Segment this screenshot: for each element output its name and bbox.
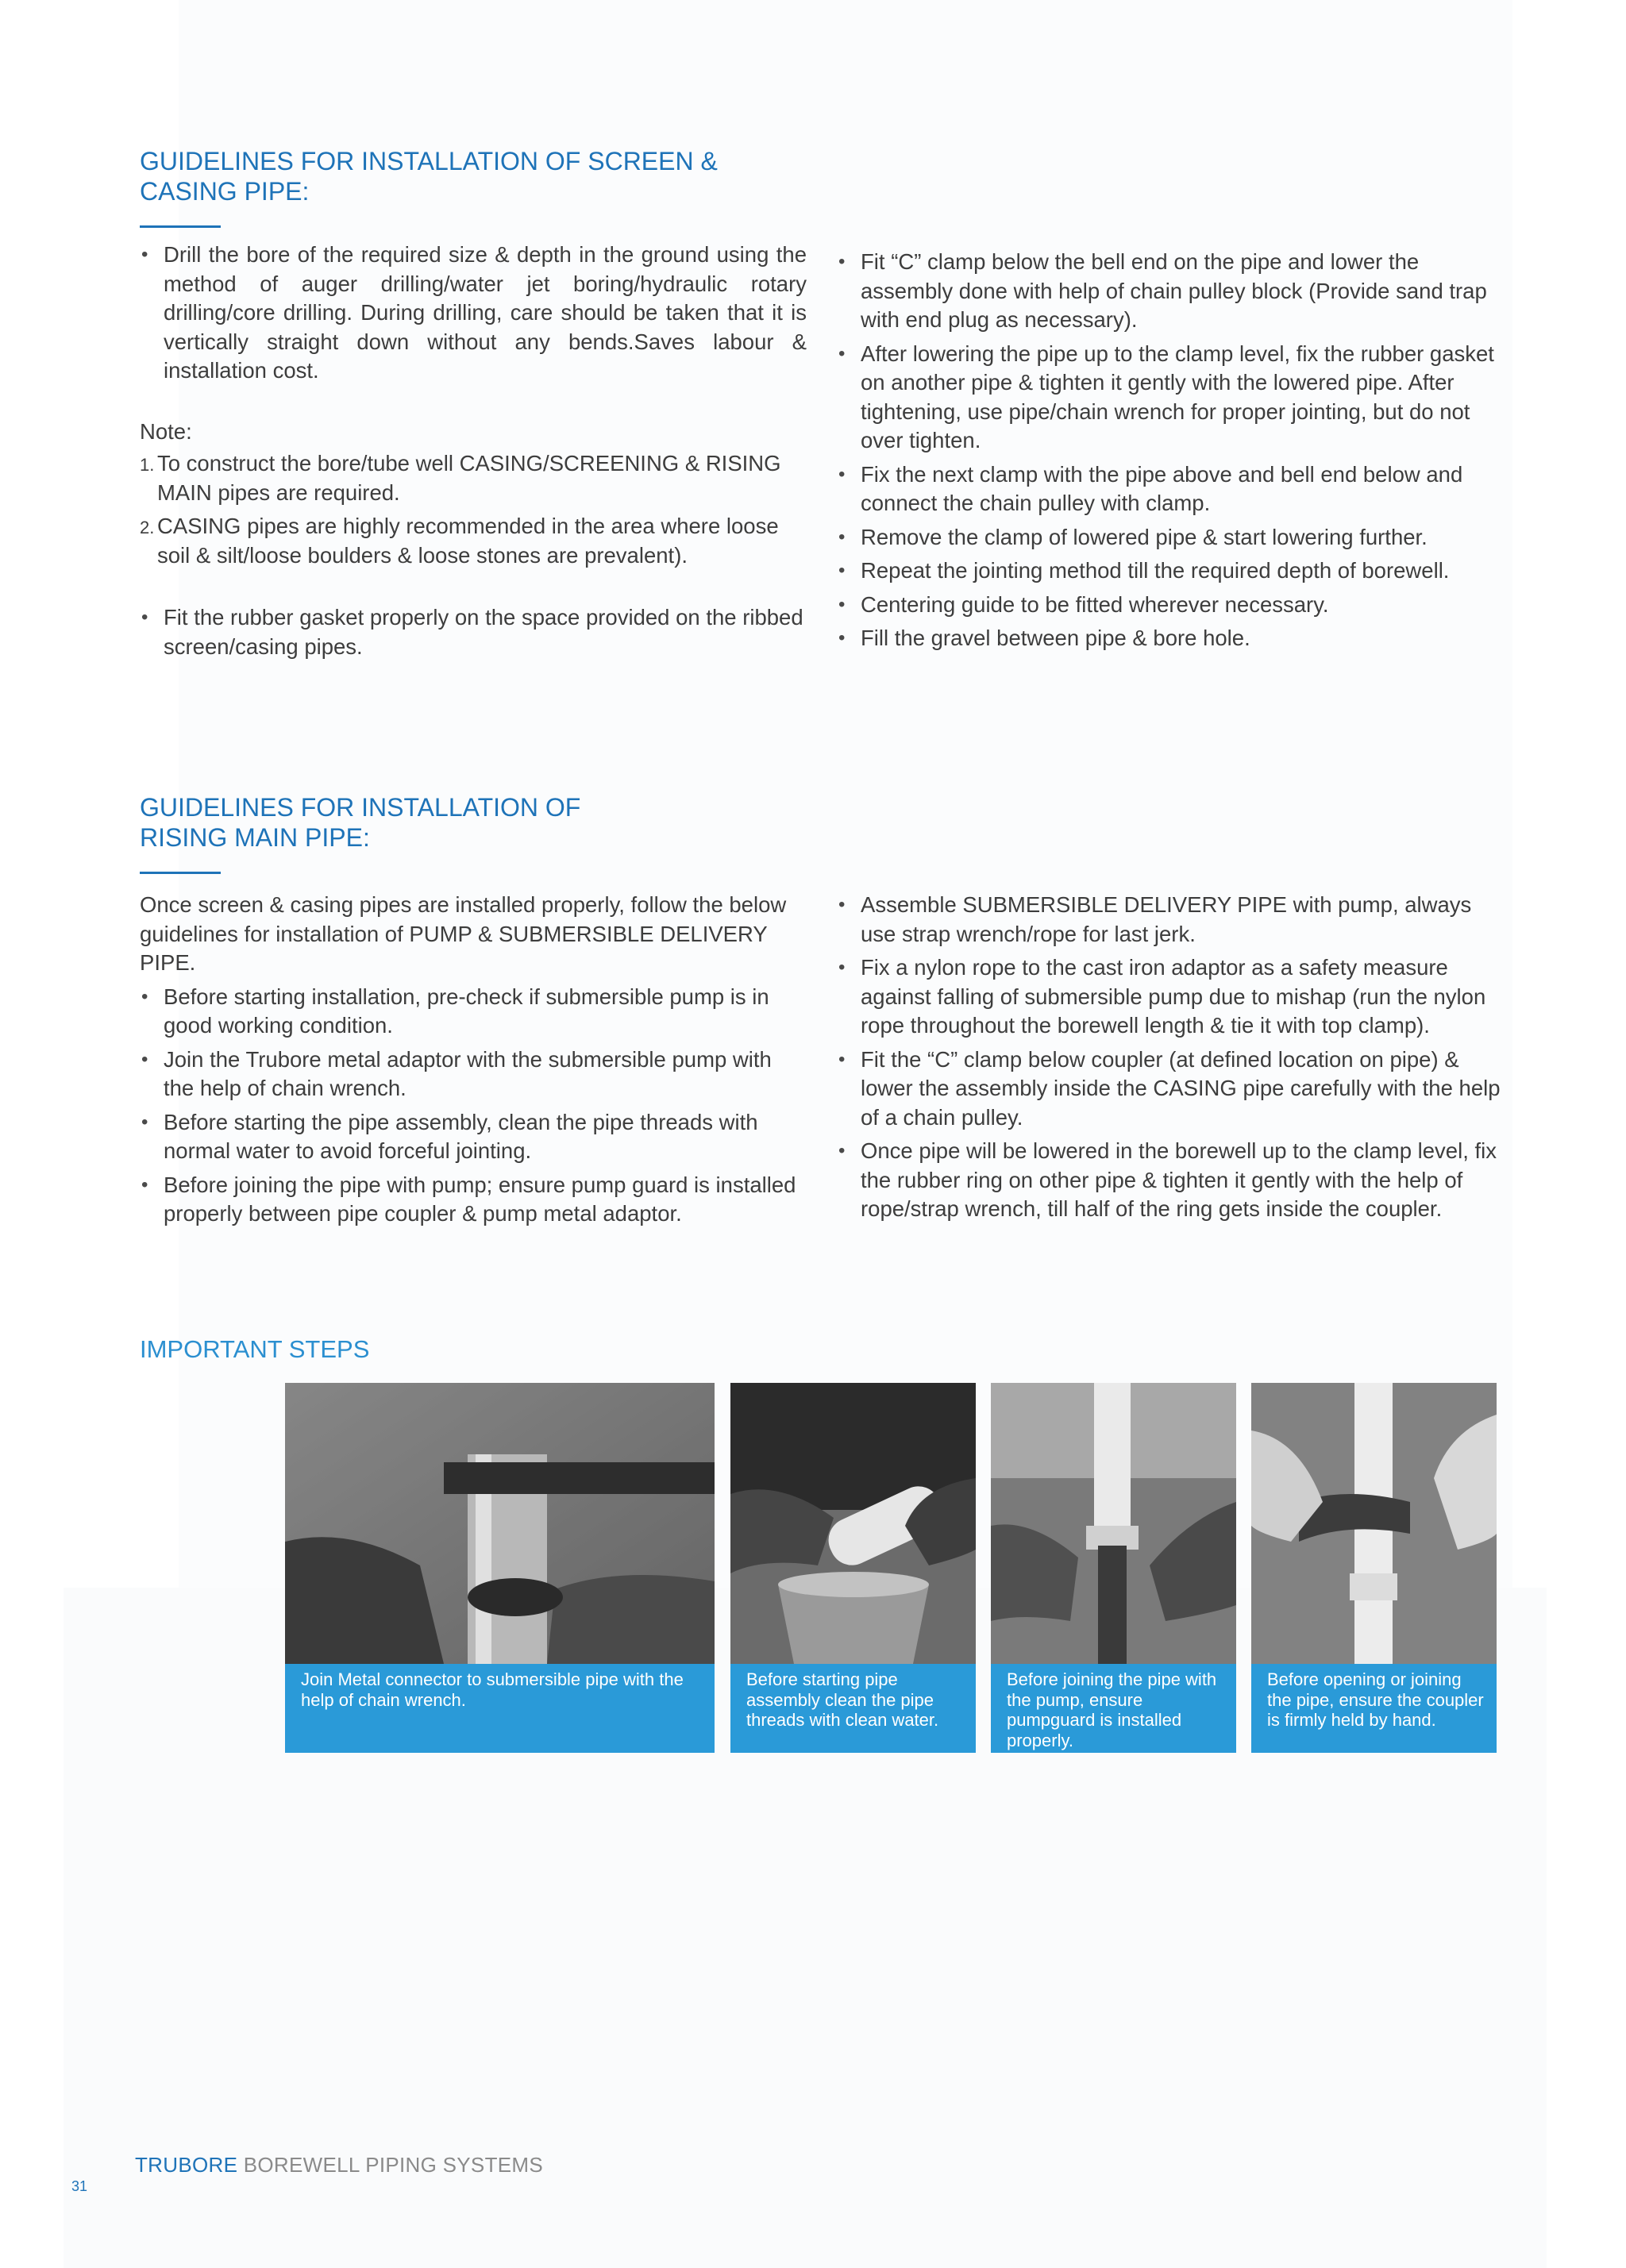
step-photo-chain-wrench	[285, 1383, 715, 1664]
footer-brand	[135, 2153, 543, 2178]
title-line-1: GUIDELINES FOR INSTALLATION OF	[140, 793, 581, 822]
list-item: • Repeat the jointing method till the required depth of borewell.	[837, 556, 1512, 586]
step-card-3	[991, 1383, 1236, 1753]
step-caption: Join Metal connector to submersible pipe with the help of chain wrench.	[301, 1669, 684, 1710]
section-title-rising-main	[140, 792, 580, 853]
list-item: • After lowering the pipe up to the clamp level, fix the rubber gasket on another pipe & tighten it gently with the lowered pipe. After tightening, use pipe/chain wrench for proper jointing, but do not over tighten.	[837, 340, 1512, 456]
note-number: 1.	[140, 455, 155, 475]
title-underline	[140, 872, 221, 874]
note-list	[140, 449, 807, 570]
title-line-1: GUIDELINES FOR INSTALLATION OF SCREEN &	[140, 147, 718, 175]
page-number: 31	[71, 2178, 88, 2194]
list-item: • Fit the rubber gasket properly on the space provided on the ribbed screen/casing pipes.	[140, 603, 807, 661]
step-caption: Before starting pipe assembly clean the pipe threads with clean water.	[746, 1669, 939, 1730]
note-text: CASING pipes are highly recommended in the area where loose soil & silt/loose boulders & loose stones are prevalent).	[157, 514, 779, 568]
note-item	[140, 512, 807, 570]
step-photo-pumpguard	[991, 1383, 1236, 1664]
list-item: • Before starting installation, pre-check if submersible pump is in good working condition.	[140, 983, 807, 1041]
title-line-2: RISING MAIN PIPE:	[140, 823, 370, 852]
note-text: To construct the bore/tube well CASING/SCREENING & RISING MAIN pipes are required.	[157, 451, 781, 505]
intro-paragraph: Once screen & casing pipes are installed properly, follow the below guidelines for installation of PUMP & SUBMERSIBLE DELIVERY PIPE.	[140, 892, 787, 975]
section1-right-column	[837, 248, 1512, 658]
section1-left-column	[140, 241, 807, 666]
section2-left-column	[140, 891, 807, 1234]
step-card-4	[1251, 1383, 1497, 1753]
list-item: • Remove the clamp of lowered pipe & start lowering further.	[837, 523, 1512, 553]
step-photo-coupler-hold	[1251, 1383, 1497, 1664]
important-steps-title: IMPORTANT STEPS	[140, 1335, 370, 1363]
list-item: • Fill the gravel between pipe & bore hole.	[837, 624, 1512, 653]
note-label: Note:	[140, 418, 192, 444]
list-item: • Before joining the pipe with pump; ensure pump guard is installed properly between pipe coupler & pump metal adaptor.	[140, 1171, 807, 1229]
list-item: • Once pipe will be lowered in the borewell up to the clamp level, fix the rubber ring on other pipe & tighten it gently with the help of rope/strap wrench, till half of the ring gets inside the coupler.	[837, 1137, 1512, 1224]
footer-brand-name: TRUBORE	[135, 2153, 238, 2177]
step-caption: Before joining the pipe with the pump, ensure pumpguard is installed properly.	[1007, 1669, 1217, 1750]
list-item: • Assemble SUBMERSIBLE DELIVERY PIPE with pump, always use strap wrench/rope for last jerk.	[837, 891, 1512, 949]
section-title-screen-casing	[140, 146, 718, 206]
list-item: • Fix the next clamp with the pipe above and bell end below and connect the chain pulley with clamp.	[837, 460, 1512, 518]
title-line-2: CASING PIPE:	[140, 177, 310, 206]
list-item: • Fix a nylon rope to the cast iron adaptor as a safety measure against falling of submersible pump due to mishap (run the nylon rope throughout the borewell length & tie it with top clamp).	[837, 953, 1512, 1041]
list-item: • Before starting the pipe assembly, clean the pipe threads with normal water to avoid forceful jointing.	[140, 1108, 807, 1166]
step-photo-clean-threads	[730, 1383, 976, 1664]
step-card-2	[730, 1383, 976, 1753]
list-item: • Fit the “C” clamp below coupler (at defined location on pipe) & lower the assembly inside the CASING pipe carefully with the help of a chain pulley.	[837, 1045, 1512, 1133]
section-screen-casing	[140, 146, 718, 228]
footer-brand-subtitle: BOREWELL PIPING SYSTEMS	[243, 2153, 543, 2177]
list-item: • Drill the bore of the required size & depth in the ground using the method of auger drilling/water jet boring/hydraulic rotary drilling/core drilling. During drilling, care should be taken that it is vertically straight down without any bends.Saves labour & installation cost.	[140, 241, 807, 386]
step-caption: Before opening or joining the pipe, ensure the coupler is firmly held by hand.	[1267, 1669, 1484, 1730]
section2-right-column	[837, 891, 1512, 1229]
section-rising-main	[140, 792, 580, 874]
title-underline	[140, 225, 221, 228]
note-item	[140, 449, 807, 507]
list-item: • Join the Trubore metal adaptor with the submersible pump with the help of chain wrench.	[140, 1045, 807, 1103]
step-card-1	[285, 1383, 715, 1753]
list-item: • Centering guide to be fitted wherever necessary.	[837, 591, 1512, 620]
note-number: 2.	[140, 518, 155, 537]
list-item: • Fit “C” clamp below the bell end on the pipe and lower the assembly done with help of chain pulley block (Provide sand trap with end plug as necessary).	[837, 248, 1512, 335]
